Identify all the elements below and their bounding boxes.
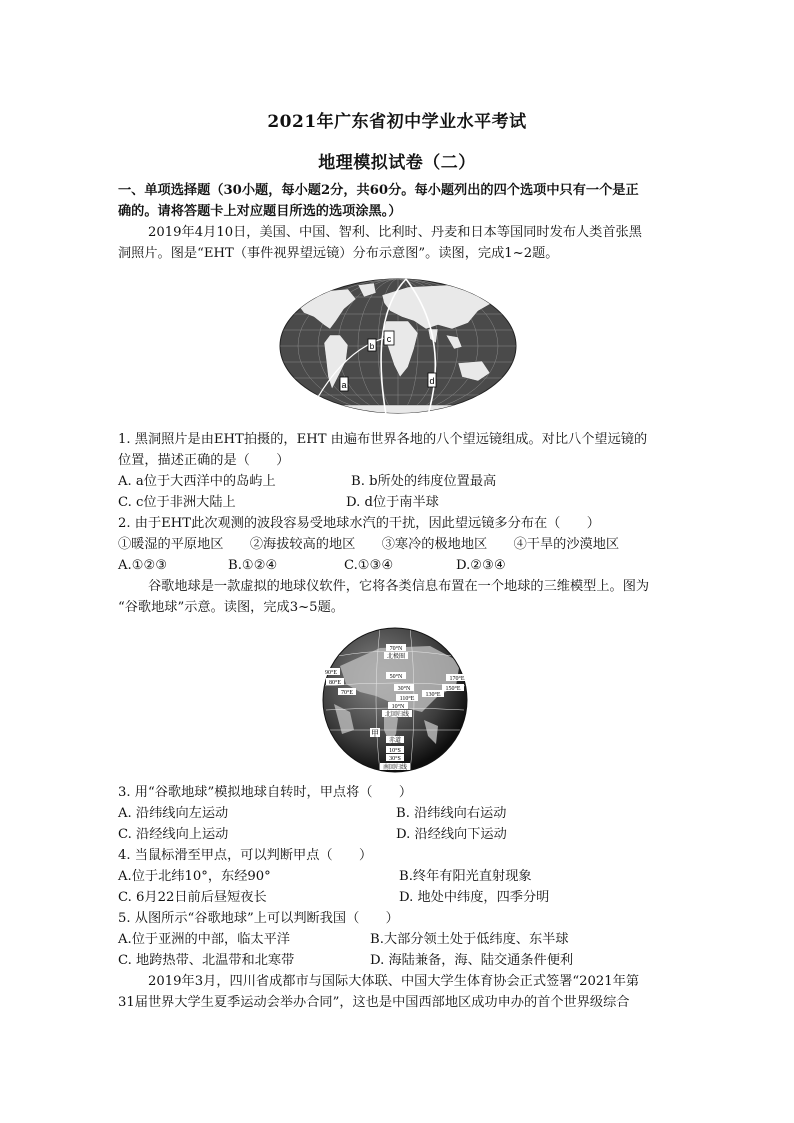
label-tropic-cancer: 北回归线 <box>384 712 410 718</box>
label-equator: 赤道 <box>388 738 402 744</box>
label-tropic-capricorn: 南回归线 <box>382 765 408 771</box>
q5-option-b: B.大部分领土处于低纬度、东半球 <box>370 932 569 947</box>
label-10S: 10°S <box>389 748 401 754</box>
q3-option-b: B. 沿纬线向右运动 <box>396 806 507 821</box>
exam-title: 2021年广东省初中学业水平考试 <box>267 112 527 132</box>
label-arctic-circle: 北极圈 <box>386 654 406 660</box>
label-70N: 70°N <box>389 646 403 652</box>
q3-option-c: C. 沿经线向上运动 <box>118 827 229 842</box>
q1-stem-line2: 位置，描述正确的是（ ） <box>118 453 290 468</box>
eht-world-map <box>278 277 518 415</box>
q5-option-d: D. 海陆兼备，海、陆交通条件便利 <box>370 953 574 968</box>
label-50N: 50°N <box>389 674 403 680</box>
q1-option-b: B. b所处的纬度位置最高 <box>351 474 497 489</box>
q2-option-a: A.①②③ <box>118 558 168 573</box>
q5-option-c: C. 地跨热带、北温带和北寒带 <box>118 953 295 968</box>
label-10N: 10°N <box>391 704 405 710</box>
q2-stem: 2. 由于EHT此次观测的波段容易受地球水汽的干扰，因此望远镜多分布在（ ） <box>118 516 600 531</box>
exam-subtitle: 地理模拟试卷（二） <box>318 153 476 173</box>
q4-option-d: D. 地处中纬度，四季分明 <box>399 890 550 905</box>
q5-stem: 5. 从图所示“谷歌地球”上可以判断我国（ ） <box>118 911 399 926</box>
passage2-line1: 谷歌地球是一款虚拟的地球仪软件，它将各类信息布置在一个地球的三维模型上。图为 <box>148 579 650 594</box>
label-80E: 80°E <box>328 680 342 686</box>
label-jia-point: 甲 <box>371 729 379 738</box>
label-130E: 130°E <box>425 692 441 698</box>
q1-option-d: D. d位于南半球 <box>346 495 439 510</box>
label-170E: 170°E <box>449 676 465 682</box>
q4-option-b: B.终年有阳光直射现象 <box>399 869 532 884</box>
marker-label-a: a <box>341 380 347 390</box>
section-heading-line2: 确的。请将答题卡上对应题目所选的选项涂黑。） <box>118 204 402 219</box>
q4-option-c: C. 6月22日前后昼短夜长 <box>118 890 267 905</box>
q1-option-c: C. c位于非洲大陆上 <box>118 495 236 510</box>
q2-option-c: C.①③④ <box>344 558 394 573</box>
q1-stem-line1: 1. 黑洞照片是由EHT拍摄的，EHT 由遍布世界各地的八个望远镜组成。对比八个望远镜的 <box>118 432 648 447</box>
q2-option-d: D.②③④ <box>456 558 506 573</box>
q3-option-a: A. 沿纬线向左运动 <box>118 806 229 821</box>
label-110E: 110°E <box>399 696 415 702</box>
passage1-line1: 2019年4月10日，美国、中国、智利、比利时、丹麦和日本等国同时发布人类首张黑 <box>148 225 642 240</box>
section-heading-line1: 一、单项选择题（30小题，每小题2分，共60分。每小题列出的四个选项中只有一个是正 <box>118 183 639 198</box>
passage3-line2: 31届世界大学生夏季运动会举办合同”，这也是中国西部地区成功申办的首个世界级综合 <box>118 995 630 1010</box>
q3-option-d: D. 沿经线向下运动 <box>396 827 507 842</box>
google-earth-globe <box>320 626 470 774</box>
passage2-line2: “谷歌地球”示意。读图，完成3~5题。 <box>118 600 344 615</box>
q5-option-a: A.位于亚洲的中部，临太平洋 <box>118 932 290 947</box>
passage1-line2: 洞照片。图是“EHT（事件视界望远镜）分布示意图”。读图，完成1~2题。 <box>118 246 559 261</box>
label-150E: 150°E <box>445 686 461 692</box>
q2-items: ①暖湿的平原地区 ②海拔较高的地区 ③寒冷的极地地区 ④干旱的沙漠地区 <box>118 537 620 552</box>
q4-stem: 4. 当鼠标滑至甲点，可以判断甲点（ ） <box>118 848 373 863</box>
q2-option-b: B.①②④ <box>228 558 278 573</box>
label-30N: 30°N <box>397 686 411 692</box>
label-90E-left: 90°E <box>324 670 338 676</box>
label-70E: 70°E <box>340 690 354 696</box>
q1-option-a: A. a位于大西洋中的岛屿上 <box>118 474 276 489</box>
q3-stem: 3. 用“谷歌地球”模拟地球自转时，甲点将（ ） <box>118 785 413 800</box>
marker-label-b: b <box>369 342 375 351</box>
q4-option-a: A.位于北纬10°，东经90° <box>118 869 271 884</box>
label-30S: 30°S <box>389 756 401 762</box>
marker-label-c: c <box>386 334 392 344</box>
marker-label-d: d <box>429 376 435 386</box>
passage3-line1: 2019年3月，四川省成都市与国际大体联、中国大学生体育协会正式签署“2021年第 <box>148 974 640 989</box>
